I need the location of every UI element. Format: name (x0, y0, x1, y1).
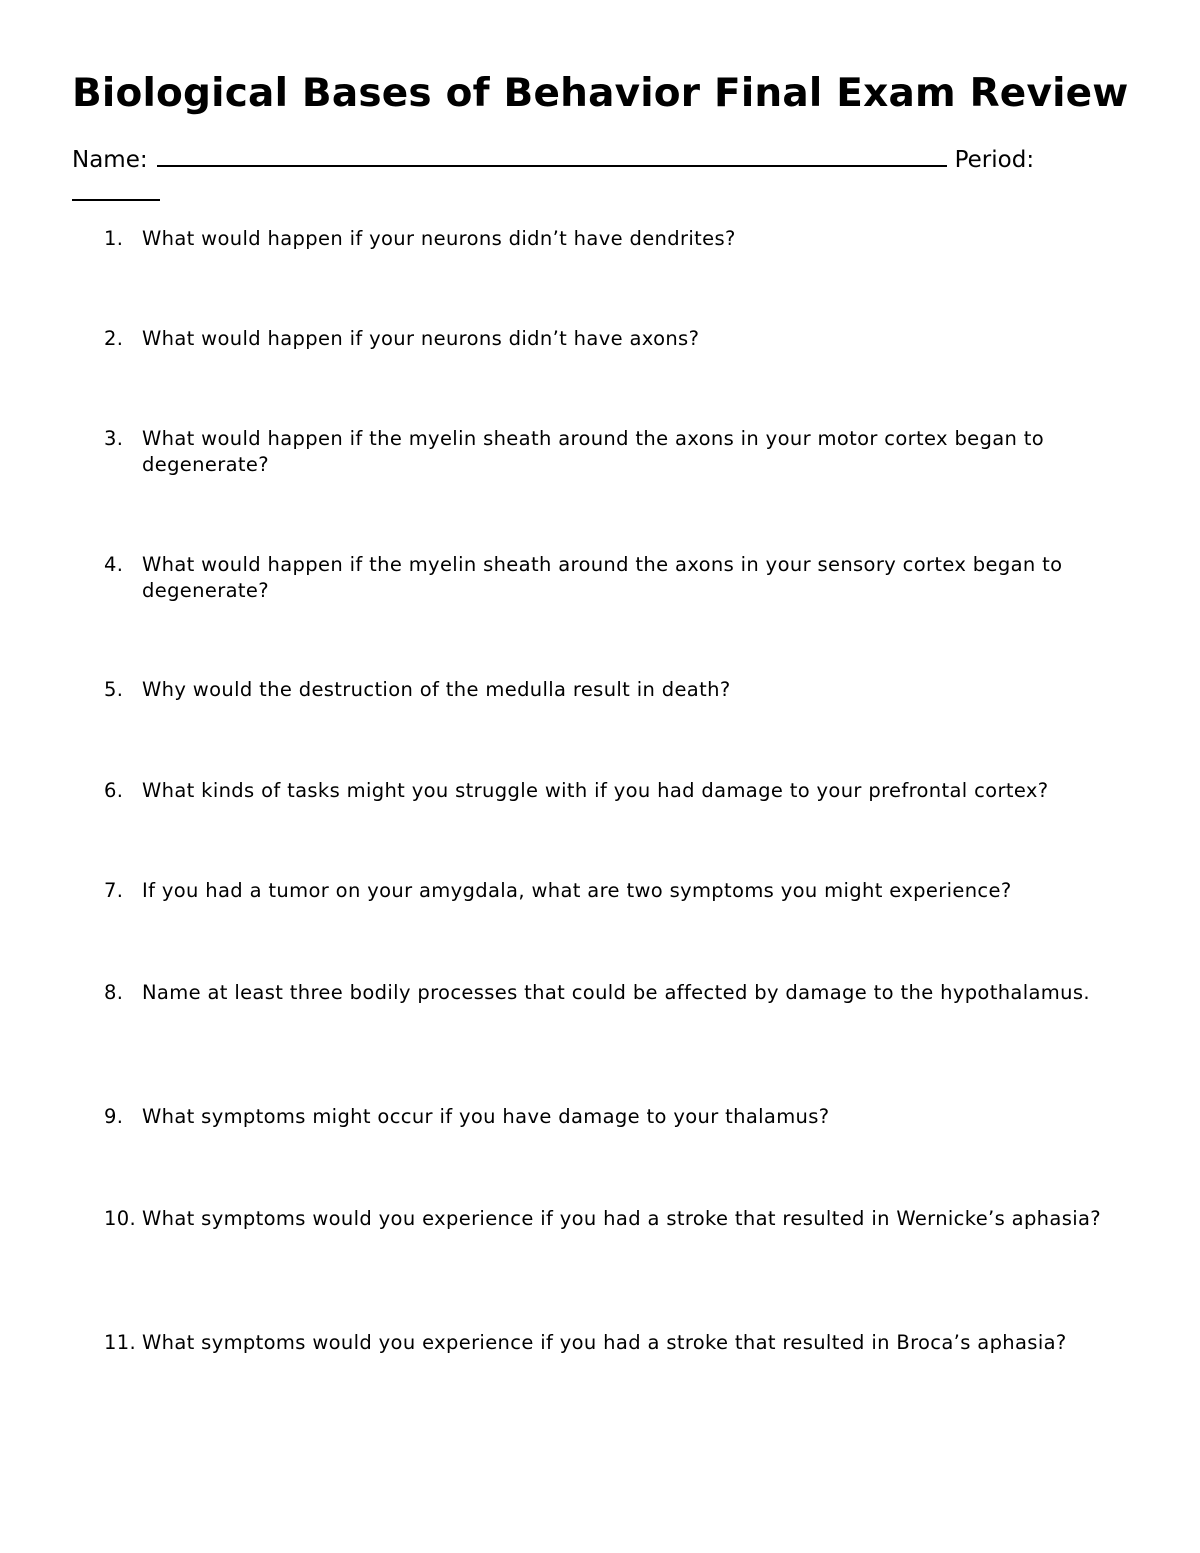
question-item (104, 426, 1144, 478)
question-number: 8. (104, 981, 124, 1004)
question-number: 5. (104, 678, 124, 701)
question-number: 1. (104, 227, 124, 250)
period-label: Period: (954, 147, 1035, 173)
question-text: What would happen if your neurons didn’t have axons? (142, 327, 700, 350)
question-number: 3. (104, 427, 124, 450)
question-number: 7. (104, 879, 124, 902)
question-item (104, 226, 1144, 252)
name-blank[interactable] (157, 141, 947, 167)
question-item (104, 1206, 1144, 1232)
question-text: Name at least three bodily processes that could be affected by damage to the hypothalamus. (142, 981, 1090, 1004)
question-text: Why would the destruction of the medulla result in death? (142, 678, 731, 701)
question-item (104, 878, 1144, 904)
question-text: What symptoms would you experience if you had a stroke that resulted in Broca’s aphasia? (142, 1331, 1067, 1354)
question-item (104, 677, 1144, 703)
question-item (104, 326, 1144, 352)
question-number: 2. (104, 327, 124, 350)
question-number: 11. (104, 1331, 137, 1354)
question-number: 10. (104, 1207, 137, 1230)
name-period-row (72, 141, 1034, 176)
question-text: What would happen if the myelin sheath around the axons in your motor cortex began to degenerate? (142, 427, 1045, 476)
question-text: What would happen if your neurons didn’t have dendrites? (142, 227, 736, 250)
name-label: Name: (72, 147, 148, 173)
page-title: Biological Bases of Behavior Final Exam Review (72, 71, 1129, 116)
question-item (104, 552, 1144, 604)
question-text: What symptoms might occur if you have damage to your thalamus? (142, 1105, 830, 1128)
question-text: What would happen if the myelin sheath around the axons in your sensory cortex began to degenerate? (142, 553, 1063, 602)
question-item (104, 1330, 1144, 1356)
question-text: What kinds of tasks might you struggle with if you had damage to your prefrontal cortex? (142, 779, 1049, 802)
question-number: 4. (104, 553, 124, 576)
question-number: 6. (104, 779, 124, 802)
question-text: What symptoms would you experience if you had a stroke that resulted in Wernicke’s aphasia? (142, 1207, 1101, 1230)
question-text: If you had a tumor on your amygdala, what are two symptoms you might experience? (142, 879, 1012, 902)
question-item (104, 778, 1144, 804)
question-number: 9. (104, 1105, 124, 1128)
question-item (104, 1104, 1144, 1130)
period-blank[interactable] (72, 175, 160, 201)
question-item (104, 980, 1144, 1006)
